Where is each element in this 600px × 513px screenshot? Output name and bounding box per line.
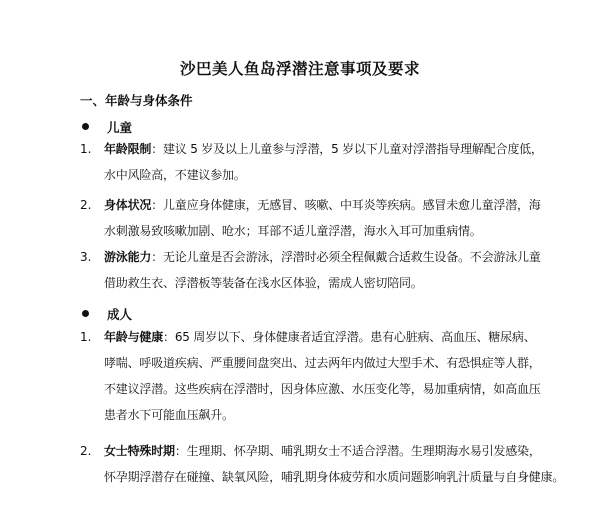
item-number: 1.	[80, 142, 92, 156]
item-number: 2.	[80, 444, 92, 458]
item-text: ：建议 5 岁及以上儿童参与浮潜，5 岁以下儿童对浮潜指导理解配合度低，	[151, 142, 543, 156]
item-text: 水刺激易致咳嗽加剧、呛水；耳部不适儿童浮潜，海水入耳可加重病情。	[104, 224, 482, 238]
children-item-3	[80, 244, 540, 296]
adults-item-2	[80, 438, 565, 490]
item-text: ：65 周岁以下、身体健康者适宜浮潜。患有心脏病、高血压、糖尿病、	[163, 330, 536, 344]
adults-item-1	[80, 324, 540, 428]
document-title: 沙巴美人鱼岛浮潜注意事项及要求	[179, 60, 420, 78]
item-label: 身体状况	[104, 198, 152, 212]
item-number: 1.	[80, 330, 92, 344]
item-label: 女士特殊时期	[104, 444, 175, 458]
item-label: 年龄限制	[104, 142, 152, 156]
item-text: 怀孕期浮潜存在碰撞、缺氧风险，哺乳期身体疲劳和水质问题影响乳汁质量与自身健康。	[104, 470, 565, 484]
group-label: 儿童	[107, 120, 133, 135]
item-label: 游泳能力	[104, 250, 152, 264]
item-text: 不建议浮潜。这些疾病在浮潜时，因身体应激、水压变化等，易加重病情，如高血压	[104, 382, 541, 396]
item-number: 2.	[80, 198, 92, 212]
section-heading: 一、年龄与身体条件	[80, 93, 193, 108]
item-text: 水中风险高，不建议参加。	[104, 168, 246, 182]
item-text: 哮喘、呼吸道疾病、严重腰间盘突出、过去两年内做过大型手术、有恐惧症等人群，	[104, 356, 541, 370]
item-text: ：生理期、怀孕期、哺乳期女士不适合浮潜。生理期海水易引发感染，	[174, 444, 541, 458]
item-text: ：无论儿童是否会游泳，浮潜时必须全程佩戴合适救生设备。不会游泳儿童	[151, 250, 541, 264]
item-text: ：儿童应身体健康，无感冒、咳嗽、中耳炎等疾病。感冒未愈儿童浮潜，海	[151, 198, 541, 212]
bullet-icon	[82, 310, 89, 317]
children-item-2	[80, 192, 540, 244]
bullet-icon	[82, 123, 89, 130]
item-text: 患者水下可能血压飙升。	[104, 408, 234, 422]
item-label: 年龄与健康	[104, 330, 164, 344]
children-item-1	[80, 136, 543, 188]
item-number: 3.	[80, 250, 92, 264]
item-text: 借助救生衣、浮潜板等装备在浅水区体验，需成人密切陪同。	[104, 276, 423, 290]
group-label: 成人	[107, 307, 133, 322]
